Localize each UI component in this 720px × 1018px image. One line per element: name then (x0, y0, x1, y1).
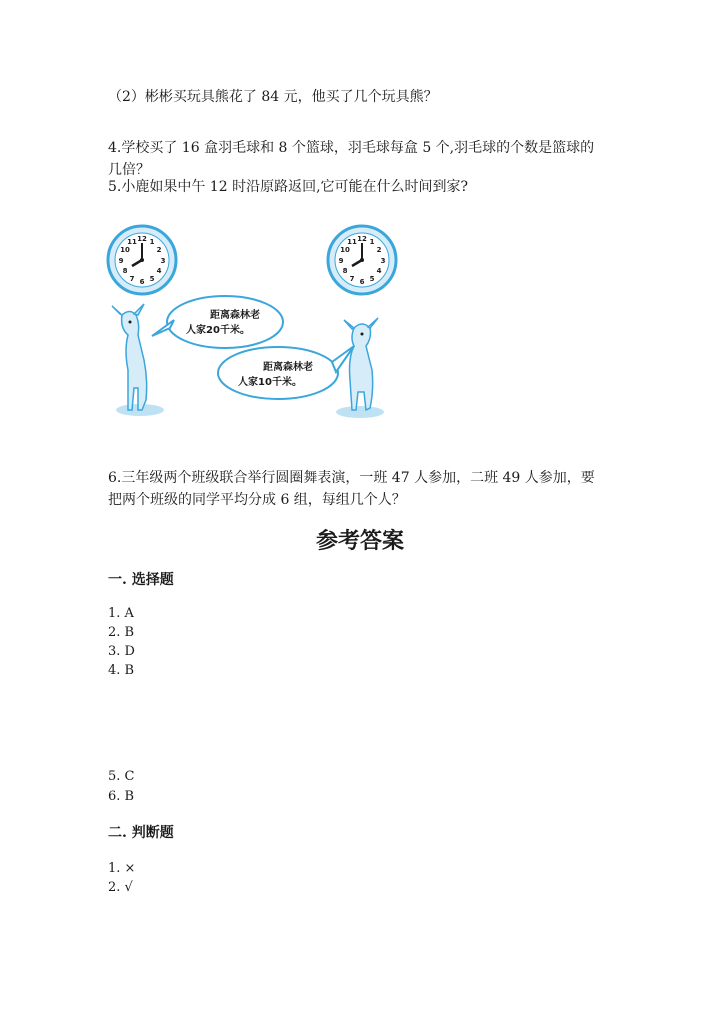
answer-item: 3. D (108, 644, 135, 659)
section-heading-choice: 一. 选择题 (108, 572, 174, 588)
clock-number: 1 (149, 238, 155, 246)
answer-item: 5. C (108, 769, 135, 784)
clock-number: 7 (129, 275, 135, 283)
clock-number: 2 (376, 246, 382, 254)
answers-title: 参考答案 (315, 528, 404, 554)
clock-number: 10 (340, 246, 350, 254)
clock-icon-left (108, 226, 176, 294)
clock-number: 9 (338, 257, 344, 265)
answer-item: 1. A (108, 606, 134, 621)
bubble-right-line-1: 距离森林老 (263, 362, 313, 373)
clock-icon-right (328, 226, 396, 294)
deer-icon-left (112, 304, 164, 416)
answer-item: 4. B (108, 663, 135, 678)
deer-clock-illustration (100, 220, 410, 440)
speech-bubble-left (152, 294, 283, 348)
bubble-right-line-2: 人家10千米。 (238, 377, 302, 388)
clock-number: 11 (347, 238, 357, 246)
deer-icon-right (336, 318, 384, 418)
clock-number: 10 (120, 246, 130, 254)
clock-number: 8 (122, 267, 128, 275)
clock-number: 2 (156, 246, 162, 254)
clock-number: 3 (380, 257, 386, 265)
answer-item: 1. × (108, 861, 136, 876)
answer-item: 6. B (108, 789, 135, 804)
clock-number: 5 (149, 275, 155, 283)
clock-number: 12 (137, 235, 147, 243)
bubble-left-line-2: 人家20千米。 (186, 325, 250, 336)
answer-item: 2. B (108, 625, 135, 640)
clock-number: 9 (118, 257, 124, 265)
speech-bubble-right (218, 346, 354, 399)
clock-number: 6 (139, 278, 145, 286)
clock-number: 4 (376, 267, 382, 275)
section-heading-judgment: 二. 判断题 (108, 825, 174, 841)
question-2-sub: （2）彬彬买玩具熊花了 84 元，他买了几个玩具熊？ (108, 89, 438, 105)
question-4: 4.学校买了 16 盒羽毛球和 8 个篮球，羽毛球每盒 5 个,羽毛球的个数是篮球的几倍？ (108, 140, 595, 178)
clock-number: 1 (369, 238, 375, 246)
clock-number: 11 (127, 238, 137, 246)
question-6: 6.三年级两个班级联合举行圆圈舞表演，一班 47 人参加，二班 49 人参加，要把两个班级的同学平均分成 6 组，每组几个人？ (108, 470, 595, 508)
clock-number: 5 (369, 275, 375, 283)
clock-number: 7 (349, 275, 355, 283)
clock-number: 3 (160, 257, 166, 265)
clock-number: 6 (359, 278, 365, 286)
bubble-left-line-1: 距离森林老 (210, 310, 260, 321)
clock-number: 8 (342, 267, 348, 275)
clock-number: 4 (156, 267, 162, 275)
answer-item: 2. √ (108, 880, 133, 895)
question-5: 5.小鹿如果中午 12 时沿原路返回,它可能在什么时间到家? (108, 179, 469, 195)
clock-number: 12 (357, 235, 367, 243)
